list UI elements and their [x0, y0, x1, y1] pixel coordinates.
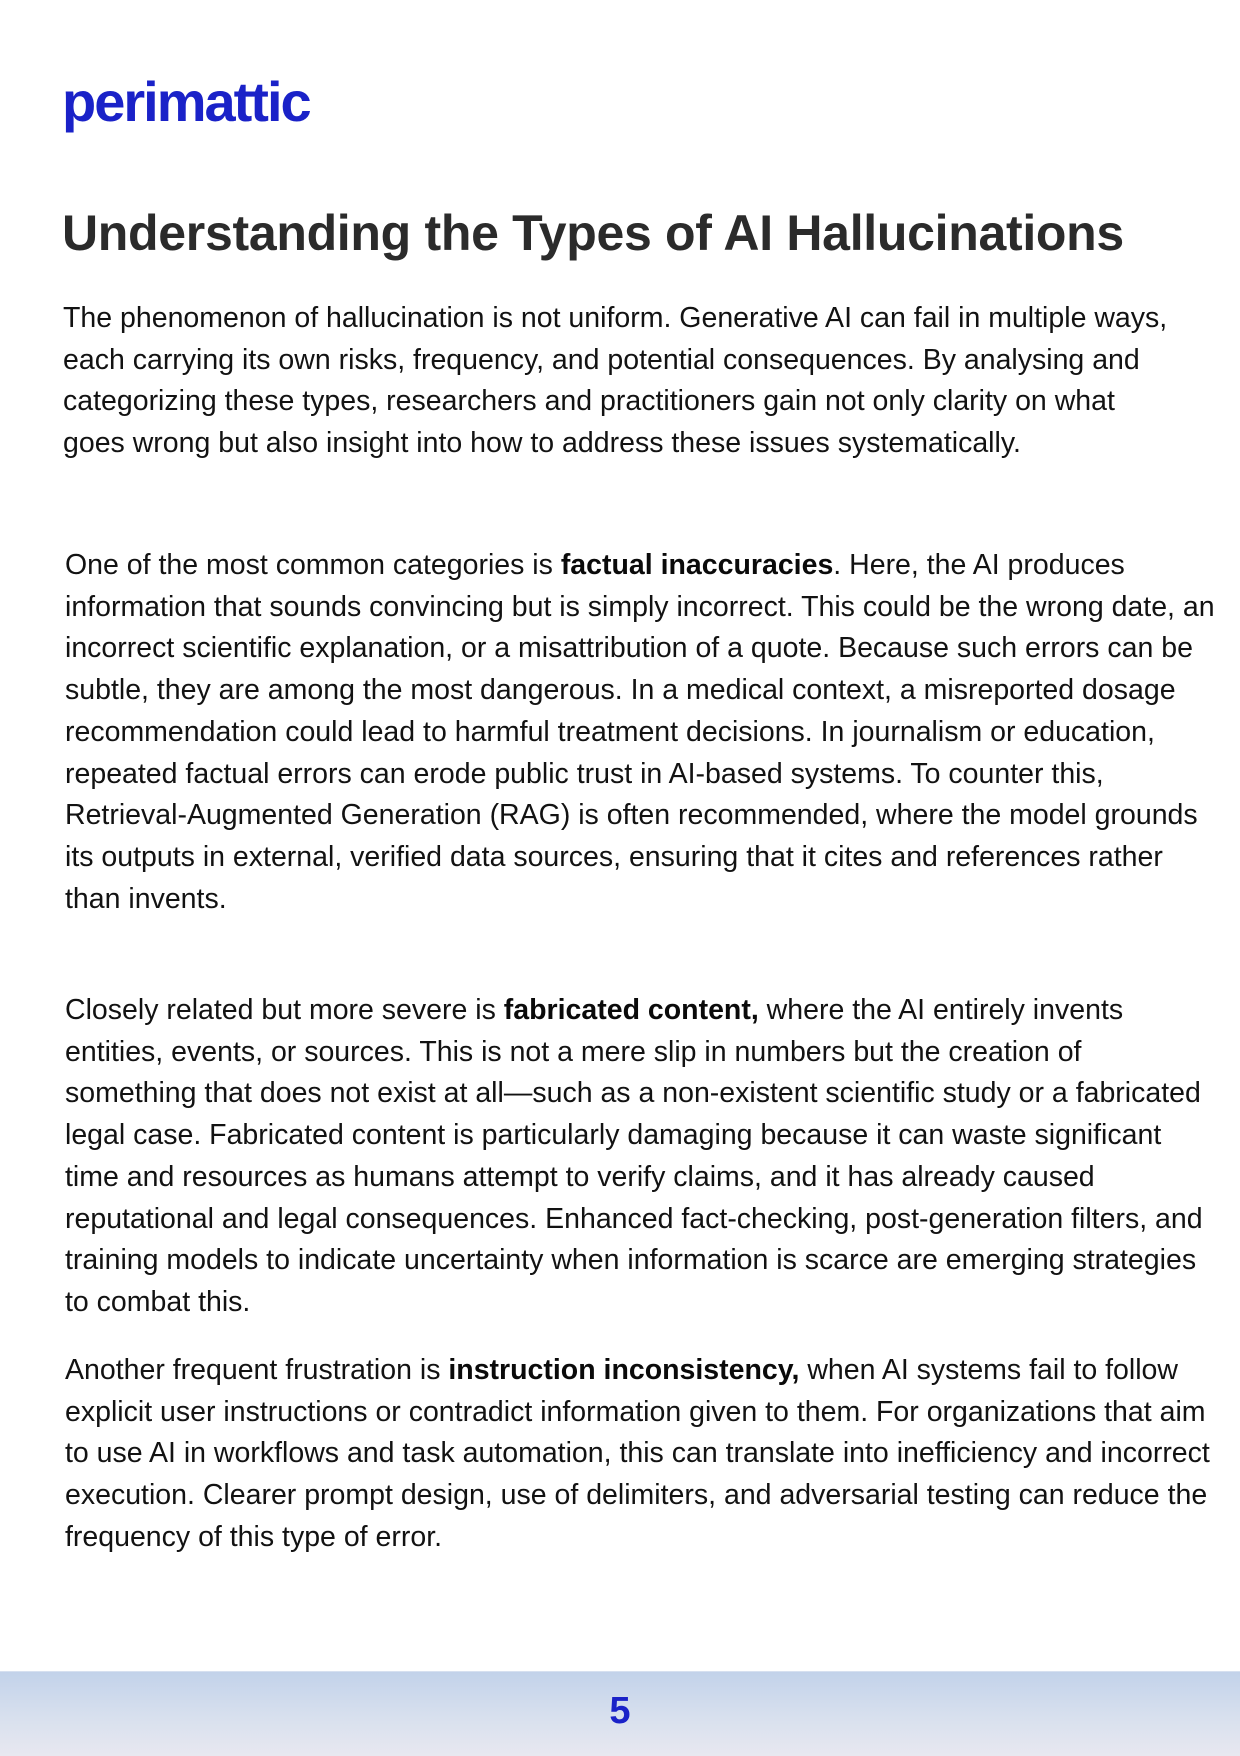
paragraph-text-rest: when AI systems fail to follow explicit user instructions or contradict information given to them. For organizations that aim to use AI in workflows and task automation, this can translate into inefficiency and incorrect execution. Clearer prompt design, use of delimiters, and adversarial testing can reduce the frequency of this type of error. — [65, 1354, 1210, 1553]
page-number: 5 — [609, 1690, 631, 1732]
paragraph-text-lead: Closely related but more severe is — [65, 994, 504, 1026]
factual-inaccuracies-paragraph — [65, 545, 1215, 920]
term-instruction-inconsistency: instruction inconsistency, — [448, 1354, 800, 1386]
paragraph-text-lead: Another frequent frustration is — [65, 1354, 449, 1386]
paragraph-text-rest: where the AI entirely invents entities, events, or sources. This is not a mere slip in numbers but the creation of something that does not exist at all—such as a non-existent scientific study or a fabricated legal case. Fabricated content is particularly damaging because it can waste significant time and resources as humans attempt to verify claims, and it has already caused reputational and legal consequences. Enhanced fact-checking, post-generation filters, and training models to indicate uncertainty when information is scarce are emerging strategies to combat this. — [65, 994, 1203, 1318]
intro-paragraph — [63, 298, 1173, 465]
instruction-inconsistency-paragraph — [65, 1350, 1215, 1559]
paragraph-text-rest: . Here, the AI produces information that sounds convincing but is simply incorrect. This could be the wrong date, an incorrect scientific explanation, or a misattribution of a quote. Because such errors can be subtle, they are among the most dangerous. In a medical context, a misreported dosage recommendation could lead to harmful treatment decisions. In journalism or education, repeated factual errors can erode public trust in AI-based systems. To counter this, Retrieval-Augmented Generation (RAG) is often recommended, where the model grounds its outputs in external, verified data sources, ensuring that it cites and references rather than invents. — [65, 549, 1215, 915]
page-title: Understanding the Types of AI Hallucinations — [62, 205, 1124, 261]
term-fabricated-content: fabricated content, — [503, 994, 759, 1026]
paragraph-text: The phenomenon of hallucination is not uniform. Generative AI can fail in multiple ways, each carrying its own risks, frequency, and potential consequences. By analysing and categorizing these types, researchers and practitioners gain not only clarity on what goes wrong but also insight into how to address these issues systematically. — [63, 302, 1168, 460]
page-footer — [0, 1671, 1240, 1756]
term-factual-inaccuracies: factual inaccuracies — [560, 549, 834, 581]
fabricated-content-paragraph — [65, 990, 1215, 1324]
brand-logo: perimattic — [62, 70, 310, 133]
paragraph-text-lead: One of the most common categories is — [65, 549, 561, 581]
